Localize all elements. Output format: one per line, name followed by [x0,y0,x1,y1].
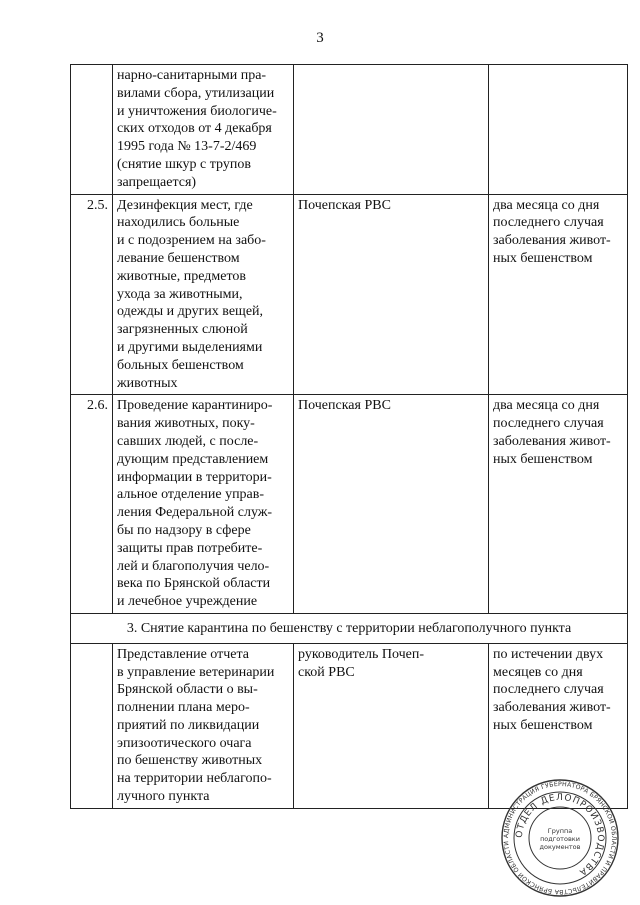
action-cell-line: в управление ветеринарии [117,664,275,680]
action-cell-line: левание бешенством [117,250,240,266]
table-row [71,395,628,614]
row-number: 2.6. [71,395,113,614]
deadline-cell-line: месяцев со дня [493,664,583,680]
page-number: 3 [316,30,324,46]
deadline-cell-line: заболевания живот- [493,700,611,716]
row-number: 2.5. [71,194,113,395]
stamp-center-line-3: документов [539,843,581,851]
action-cell-line: лей и благополучия чело- [117,558,270,574]
responsible-cell [294,194,489,395]
action-cell-line: альное отделение управ- [117,487,265,503]
responsible-cell-line: Почепская РВС [298,197,391,213]
action-cell-line: нарно-санитарными пра- [117,68,267,83]
action-cell-line: приятий по ликвидации [117,717,260,733]
action-cell-line: Брянской области о вы- [117,682,258,698]
measures-table [70,64,628,809]
responsible-cell-line: Почепская РВС [298,398,391,414]
deadline-cell-line: заболевания живот- [493,433,611,449]
action-cell-line: Проведение карантиниро- [117,398,273,414]
action-cell-line: Представление отчета [117,646,249,662]
action-cell-line: животные, предметов [117,268,246,284]
responsible-cell [294,643,489,808]
action-cell-line: на территории неблагопо- [117,771,272,787]
action-cell-line: запрещается) [117,174,197,190]
responsible-cell-line: ской РВС [298,664,355,680]
action-cell-line: дующим представлением [117,451,269,467]
action-cell-line: и лечебное учреждение [117,594,258,610]
deadline-cell [489,194,628,395]
action-cell [113,643,294,808]
action-cell-line: ления Федеральной служ- [117,505,273,521]
deadline-cell-line: последнего случая [493,416,604,432]
responsible-cell [294,395,489,614]
section-row [71,613,628,643]
action-cell-line: одежды и других вещей, [117,304,264,320]
deadline-cell-line: два месяца со дня [493,398,600,414]
row-number [71,643,113,808]
action-cell-line: защиты прав потребите- [117,540,263,556]
action-cell [113,194,294,395]
deadline-cell [489,65,628,195]
action-cell-line: 1995 года № 13-7-2/469 [117,139,257,155]
action-cell-line: ухода за животными, [117,286,243,302]
action-cell-line: вилами сбора, утилизации [117,85,275,101]
stamp-center-line-1: Группа [547,827,573,835]
stamp-center-line-2: подготовки [540,835,580,843]
stamp-inner-text: ОТДЕЛ ДЕЛОПРОИЗВОДСТВА [514,792,606,878]
deadline-cell-line: последнего случая [493,682,604,698]
action-cell [113,65,294,195]
action-cell-line: и уничтожения биологиче- [117,103,277,119]
official-stamp [500,778,620,898]
deadline-cell-line: заболевания живот- [493,233,611,249]
action-cell-line: лучного пункта [117,789,210,805]
action-cell-line: загрязненных слюной [117,322,248,338]
deadline-cell-line: ных бешенством [493,451,593,467]
action-cell-line: полнении плана меро- [117,700,250,716]
deadline-cell-line: ных бешенством [493,717,593,733]
action-cell-line: находились больные [117,215,240,231]
stamp-outer-text: АДМИНИСТРАЦИЯ ГУБЕРНАТОРА БРЯНСКОЙ ОБЛАСТИ И ПРАВИТЕЛЬСТВА БРЯНСКОЙ ОБЛАСТИ [502,780,618,896]
deadline-cell-line: последнего случая [493,215,604,231]
action-cell-line: эпизоотического очага [117,735,252,751]
action-cell-line: ских отходов от 4 декабря [117,121,272,137]
table-row [71,65,628,195]
row-number [71,65,113,195]
deadline-cell-line: два месяца со дня [493,197,600,213]
action-cell-line: информации в территори- [117,469,272,485]
action-cell-line: Дезинфекция мест, где [117,197,253,213]
responsible-cell-line: руководитель Почеп- [298,646,424,662]
action-cell-line: животных [117,375,178,391]
action-cell-line: вания животных, поку- [117,416,255,432]
section-heading: 3. Снятие карантина по бешенству с территории неблагополучного пункта [71,613,628,643]
responsible-cell [294,65,489,195]
deadline-cell-line: ных бешенством [493,250,593,266]
action-cell-line: века по Брянской области [117,576,271,592]
deadline-cell [489,395,628,614]
action-cell-line: по бешенству животных [117,753,263,769]
action-cell [113,395,294,614]
action-cell-line: больных бешенством [117,357,244,373]
action-cell-line: савших людей, с после- [117,433,259,449]
action-cell-line: и другими выделениями [117,339,263,355]
deadline-cell-line: по истечении двух [493,646,604,662]
measures-table-body [71,65,628,809]
table-row [71,194,628,395]
action-cell-line: (снятие шкур с трупов [117,156,251,172]
action-cell-line: и с подозрением на забо- [117,233,266,249]
action-cell-line: бы по надзору в сфере [117,522,251,538]
